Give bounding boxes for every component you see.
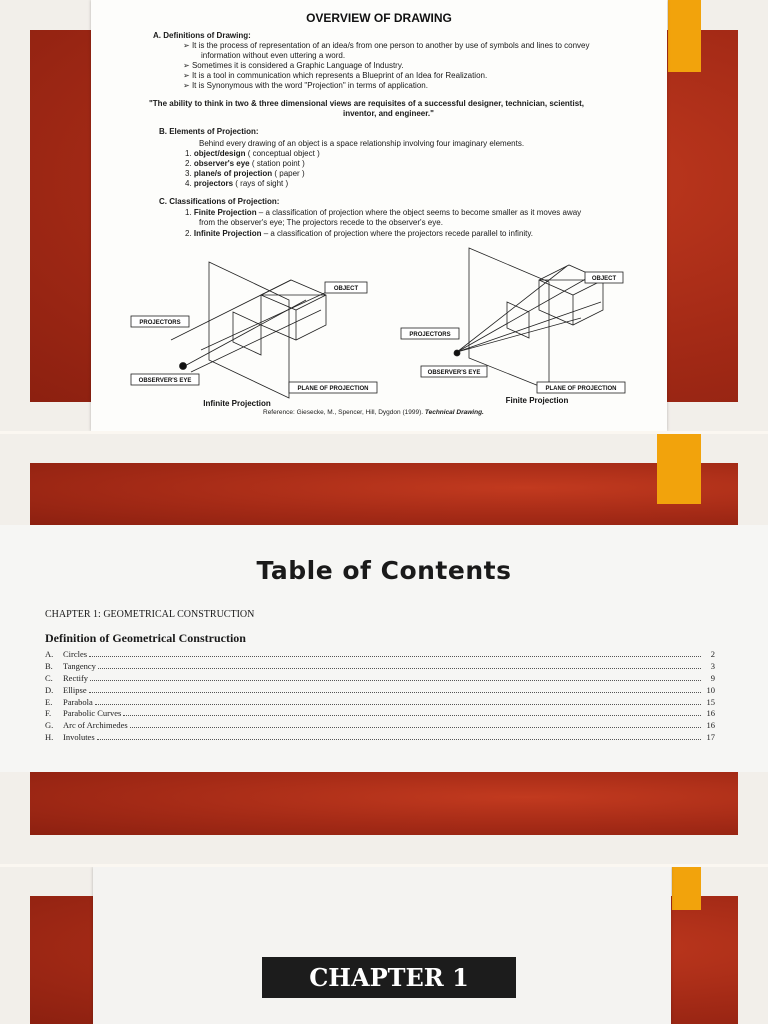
projection-diagrams — [121, 240, 641, 415]
toc-entry[interactable]: E. Parabola 15 — [45, 696, 715, 707]
toc-entry[interactable]: F. Parabolic Curves 16 — [45, 708, 715, 719]
observer-eye-dot — [454, 350, 460, 356]
red-band-top — [30, 463, 738, 525]
section-b-intro: Behind every drawing of an object is a space relationship involving four imaginary elements. — [199, 139, 525, 148]
slide-overview — [0, 0, 768, 431]
toc-list — [45, 649, 715, 744]
reference-line: Reference: Giesecke, M., Spencer, Hill, Dygdon (1999). Technical Drawing. — [263, 409, 484, 416]
toc-entry[interactable]: C. Rectify 9 — [45, 672, 715, 683]
toc-entry[interactable]: B. Tangency 3 — [45, 660, 715, 671]
label-plane: PLANE OF PROJECTION — [297, 386, 369, 392]
toc-entry[interactable]: G. Arc of Archimedes 16 — [45, 720, 715, 731]
chapter-title: CHAPTER 1 — [262, 957, 516, 998]
slide-chapter-1 — [0, 867, 768, 1024]
label-object: OBJECT — [333, 286, 359, 292]
red-band-bottom — [30, 772, 738, 835]
chapter-page — [93, 867, 671, 1024]
section-b-heading: B. Elements of Projection: — [159, 127, 259, 136]
caption-infinite: Infinite Projection — [203, 399, 271, 408]
overview-page — [91, 0, 667, 431]
toc-entry[interactable]: D. Ellipse 10 — [45, 684, 715, 695]
orange-tab — [672, 867, 701, 910]
bullet-item: ➢ It is Synonymous with the word "Projection" in terms of application. — [183, 81, 428, 90]
section-c-heading: C. Classifications of Projection: — [159, 197, 280, 206]
bullet-item: ➢ Sometimes it is considered a Graphic Language of Industry. — [183, 61, 404, 70]
element-item: 1. object/design ( conceptual object ) — [185, 149, 320, 158]
toc-definition-heading: Definition of Geometrical Construction — [45, 631, 246, 645]
bullet-item-continued: information without even uttering a word. — [201, 51, 346, 60]
element-item: 4. projectors ( rays of sight ) — [185, 179, 289, 188]
element-item: 2. observer's eye ( station point ) — [185, 159, 305, 168]
section-a-heading: A. Definitions of Drawing: — [153, 31, 251, 40]
classification-item-continued: from the observer's eye; The projectors recede to the observer's eye. — [199, 218, 443, 227]
orange-tab — [668, 0, 701, 72]
caption-finite: Finite Projection — [505, 396, 569, 405]
quote-line: "The ability to think in two & three dimensional views are requisites of a successful designer, technician, scientist, — [149, 99, 585, 108]
toc-title: Table of Contents — [256, 556, 512, 585]
label-observers-eye: OBSERVER'S EYE — [138, 378, 192, 384]
projection-plane-shape — [209, 262, 289, 398]
toc-entry[interactable]: A. Circles 2 — [45, 649, 715, 659]
label-object: OBJECT — [591, 276, 617, 282]
element-item: 3. plane/s of projection ( paper ) — [185, 169, 305, 178]
label-observers-eye: OBSERVER'S EYE — [427, 370, 481, 376]
toc-chapter-heading: CHAPTER 1: GEOMETRICAL CONSTRUCTION — [45, 609, 255, 620]
bullet-item: ➢ It is a tool in communication which represents a Blueprint of an Idea for Realization. — [183, 71, 488, 80]
label-projectors: PROJECTORS — [139, 320, 181, 326]
toc-entry[interactable]: H. Involutes 17 — [45, 732, 715, 743]
classification-item: 2. Infinite Projection – a classification of projection where the projectors recede parallel to infinity. — [185, 229, 534, 238]
slide-table-of-contents — [0, 434, 768, 864]
observer-eye-dot — [180, 363, 187, 370]
quote-line: inventor, and engineer." — [343, 109, 434, 118]
bullet-item: ➢ It is the process of representation of an idea/s from one person to another by use of symbols and lines to convey — [183, 41, 590, 50]
label-plane: PLANE OF PROJECTION — [545, 386, 617, 392]
orange-tab — [657, 434, 701, 504]
page-title: OVERVIEW OF DRAWING — [306, 11, 452, 25]
classification-item: 1. Finite Projection – a classification of projection where the object seems to become smaller as it moves away — [185, 208, 582, 217]
label-projectors: PROJECTORS — [409, 332, 451, 338]
